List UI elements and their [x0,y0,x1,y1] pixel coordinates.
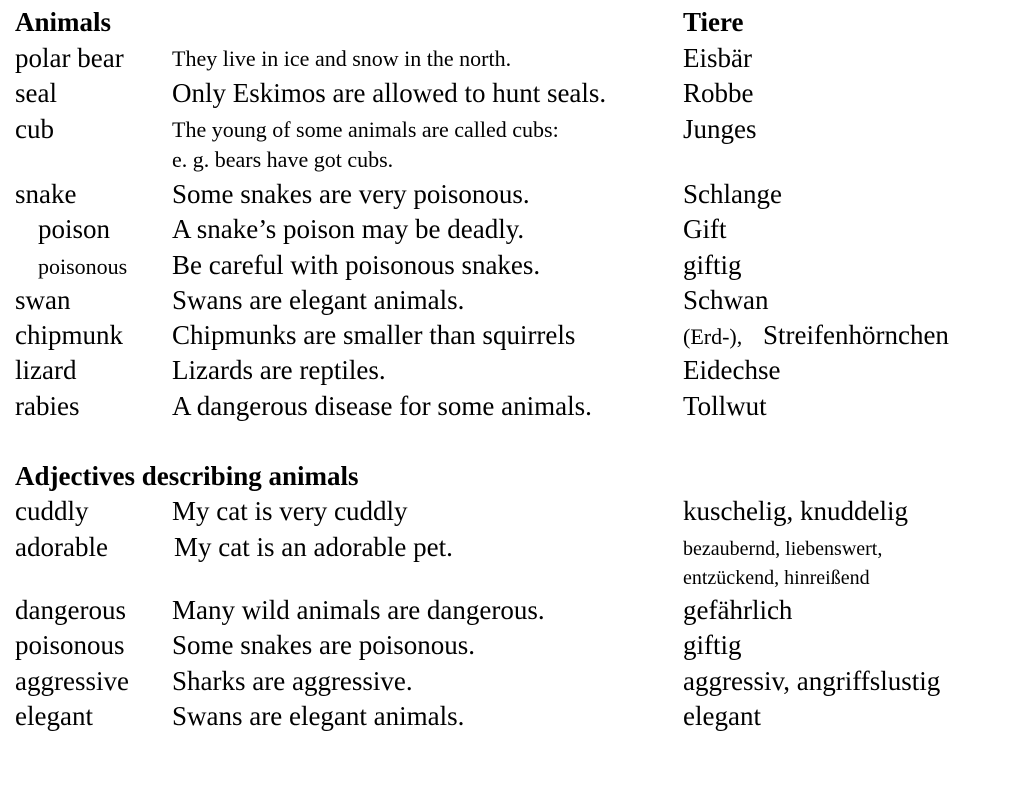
translation-poisonous: giftig [683,250,742,280]
translation-aggressive: aggressiv, angriffslustig [683,666,941,696]
translation-adorable: bezaubernd, liebenswert, [683,538,883,560]
translation-poison: Gift [683,214,727,244]
translation-snake: Schlange [683,179,782,209]
sentence-polar-bear: They live in ice and snow in the north. [172,46,512,71]
word-aggressive: aggressive [15,666,129,696]
word-poison: poison [38,214,111,244]
word-poisonous-adj: poisonous [15,630,125,660]
translation-elegant: elegant [683,701,761,731]
word-elegant: elegant [15,701,93,731]
sentence-elegant: Swans are elegant animals. [172,701,465,731]
word-adorable: adorable [15,532,108,562]
sentence-dangerous: Many wild animals are dangerous. [172,595,545,625]
sentence-chipmunk: Chipmunks are smaller than squirrels [172,320,576,350]
translation-polar-bear: Eisbär [683,43,752,73]
word-swan: swan [15,285,71,315]
sentence-lizard: Lizards are reptiles. [172,355,386,385]
sentence-cub-line2: e. g. bears have got cubs. [172,147,394,172]
sentence-snake: Some snakes are very poisonous. [172,179,530,209]
word-polar-bear: polar bear [15,43,124,73]
word-snake: snake [15,179,77,209]
translation-poisonous-adj: giftig [683,630,742,660]
word-poisonous: poisonous [38,254,128,279]
translation-lizard: Eidechse [683,355,781,385]
sentence-cuddly: My cat is very cuddly [172,496,408,526]
translation-prefix-chipmunk: (Erd-), [683,324,743,349]
word-seal: seal [15,78,57,108]
sentence-swan: Swans are elegant animals. [172,285,465,315]
word-lizard: lizard [15,355,77,385]
translation-dangerous: gefährlich [683,595,793,625]
sentence-rabies: A dangerous disease for some animals. [172,391,592,421]
section-heading-tiere: Tiere [683,7,744,37]
word-dangerous: dangerous [15,595,126,625]
translation-rabies: Tollwut [683,391,767,421]
section-heading-animals: Animals [15,7,112,37]
word-chipmunk: chipmunk [15,320,123,350]
section-heading-adjectives: Adjectives describing animals [15,461,359,491]
word-cub: cub [15,114,54,144]
translation-cuddly: kuschelig, knuddelig [683,496,908,526]
sentence-poison: A snake’s poison may be deadly. [172,214,525,244]
word-cuddly: cuddly [15,496,89,526]
translation-chipmunk: Streifenhörnchen [763,320,949,350]
translation-adorable-line2: entzückend, hinreißend [683,567,870,589]
word-rabies: rabies [15,391,80,421]
sentence-poisonous: Be careful with poisonous snakes. [172,250,541,280]
sentence-poisonous-adj: Some snakes are poisonous. [172,630,475,660]
translation-cub: Junges [683,114,757,144]
translation-seal: Robbe [683,78,754,108]
sentence-aggressive: Sharks are aggressive. [172,666,413,696]
sentence-cub: The young of some animals are called cubs: [172,117,559,142]
sentence-seal: Only Eskimos are allowed to hunt seals. [172,78,607,108]
sentence-adorable: My cat is an adorable pet. [174,532,453,562]
translation-swan: Schwan [683,285,769,315]
